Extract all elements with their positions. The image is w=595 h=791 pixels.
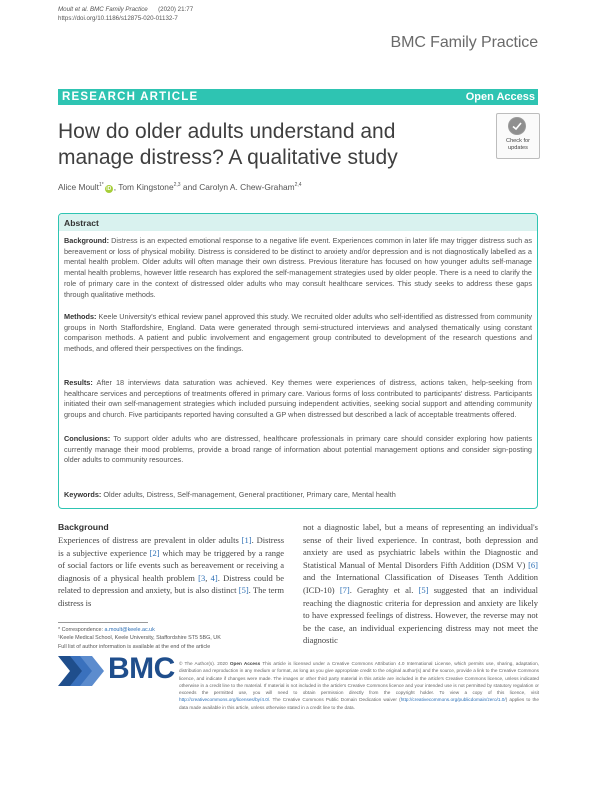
citation-link[interactable]: [3: [198, 572, 206, 583]
body-text: . The term distress is: [58, 585, 284, 608]
abstract-results: [64, 378, 532, 421]
bmc-logo-mark-icon: [58, 654, 104, 688]
license-open-access: Open Access: [229, 661, 261, 666]
abstract-results-text: After 18 interviews data saturation was achieved. Key themes were experiences of distress, actions taken, help-seeking from healthcare services and perceptions of treatments offered in primary care. Various forms of loss contributed to participants' distress. Participants initiated their own self-management strategies which included pursuing independent activities, seeking social support and attending community groups and church. Five participants reported having consulted a GP when distressed but described a lack of acceptable treatments offered.: [64, 378, 533, 420]
section-heading-background: Background: [58, 522, 109, 532]
bmc-logo[interactable]: [58, 652, 175, 690]
abstract-background-text: Distress is an expected emotional response to a negative life event. Experiences common in later life may trigger distress such as bereavement or loss of physical mobility. Distress is considered to be distinct to anxiety and/or depression and is not diagnostically labelled as a mental health problem. Older adults will often manage their own distress. Previous literature has focused on how younger adults self-manage mental health problems, however little research has explored the self-management strategies used by older people. There is a need to clarify the role of primary care in the context of distressed older adults who may consult healthcare services. This study seeks to address these gaps through qualitative methods.: [64, 236, 533, 299]
author-affiliation: 1*: [98, 182, 104, 189]
author-name[interactable]: Tom Kingstone: [118, 182, 174, 192]
open-access-label: Open Access: [465, 91, 535, 103]
header-citation: [58, 6, 193, 13]
citation-link[interactable]: [2]: [149, 547, 160, 558]
citation-link[interactable]: [7]: [339, 584, 350, 595]
abstract-keywords: [64, 490, 532, 501]
affiliation-line: ¹Keele Medical School, Keele University, Staffordshire ST5 5BG, UK: [58, 635, 221, 642]
orcid-icon[interactable]: iD: [106, 186, 112, 192]
abstract-header: [59, 214, 537, 231]
header-citation-authors: Moult et al. BMC Family Practice: [58, 6, 148, 13]
citation-link[interactable]: [5]: [418, 584, 429, 595]
license-statement: [179, 660, 539, 711]
body-text: which may be triggered by a range of social factors or life events such as bereavement or receiving a diagnosis of a physical health problem: [58, 547, 284, 583]
abstract-background: [64, 236, 532, 300]
license-text: ) applies to the data made available in this article, unless otherwise stated in a credit line to the data.: [179, 697, 539, 710]
abstract-conclusions-label: Conclusions:: [64, 434, 111, 443]
check-for-updates-button[interactable]: [496, 113, 540, 159]
check-updates-label: [497, 138, 539, 151]
check-updates-line-1: Check for: [506, 138, 530, 144]
body-text: . Distress is a subjective experience: [58, 535, 285, 558]
citation-link[interactable]: 4]: [210, 572, 218, 583]
body-text: not a diagnostic label, but a means of representing an individual's sense of their lived experience. In contrast, both depression and anxiety are used as psychiatric labels within the Diagnostic and Statistical Manual of Mental Disorders Fifth Addition (DSM V): [303, 522, 538, 570]
abstract-methods-text: Keele University's ethical review panel approved this study. We recruited older adults who self-identified as distressed from community groups in North Staffordshire, England. Data were generated through semi-structured interviews and analysed thematically using constant comparison methods. A patient and public involvement and engagement group contributed to development of the research questions and methods, and offered their perspectives on the findings.: [64, 312, 532, 354]
abstract-methods: [64, 312, 532, 355]
abstract-conclusions-text: To support older adults who are distressed, healthcare professionals in primary care should consider exploring how patients currently manage their mood problems, provide a broad range of information about potential management options and consider sign-posting older adults to community resources.: [64, 434, 532, 465]
journal-name: BMC Family Practice: [390, 34, 538, 51]
author-info-note: Full list of author information is available at the end of the article: [58, 643, 211, 650]
abstract-keywords-label: Keywords:: [64, 490, 102, 499]
citation-link[interactable]: [1]: [241, 535, 252, 545]
body-text: . Geraghty et al.: [349, 584, 419, 595]
citation-link[interactable]: [5]: [238, 585, 249, 596]
license-text: . The Creative Commons Public Domain Dedication waiver (: [269, 697, 401, 703]
abstract-conclusions: [64, 434, 532, 466]
check-updates-icon: [508, 117, 526, 135]
body-text: and the International Classification of Diseases Tenth Addition (ICD-10): [303, 572, 538, 595]
author-name[interactable]: Alice Moult: [58, 182, 99, 192]
license-link[interactable]: http://creativecommons.org/licenses/by/4.0/: [179, 697, 270, 703]
author-list: Alice Moult$^{1*}$iD , Tom Kingstone$^{2,3}$ and Carolyn A. Chew-Graham$^{2,4}$: [58, 182, 302, 192]
abstract-background-label: Background:: [64, 236, 109, 245]
article-type-label: RESEARCH ARTICLE: [62, 91, 199, 103]
abstract-methods-label: Methods:: [64, 312, 97, 321]
abstract-box: [58, 213, 538, 509]
abstract-keywords-text: Older adults, Distress, Self-management, General practitioner, Primary care, Mental health: [103, 490, 396, 499]
check-updates-line-2: updates: [508, 144, 528, 151]
body-text: Experiences of distress are prevalent in older adults: [58, 535, 242, 545]
footnote: [58, 626, 221, 651]
body-column-right: [303, 521, 538, 647]
article-title-line-1: How do older adults understand and: [58, 120, 396, 143]
author-affiliation: 2,4: [294, 182, 302, 189]
body-text: suggested that an individual reaching the diagnostic criteria for depression and anxiety are likely to have expressed feelings of distress. However, the reverse may not be the case, an individual experiencing distress may not meet the diagnostic: [303, 584, 538, 646]
body-text: . Distress could be related to depression and anxiety, but is also distinct: [58, 572, 285, 596]
author-name[interactable]: and Carolyn A. Chew-Graham: [182, 182, 295, 192]
author-affiliation: 2,3: [173, 182, 181, 189]
header-citation-ref: (2020) 21:77: [158, 6, 194, 13]
correspondence-line: [58, 626, 221, 634]
article-title-line-2: manage distress? A qualitative study: [58, 146, 398, 169]
copyright-text: © The Author(s). 2020: [179, 661, 228, 666]
body-column-left: Experiences of distress are prevalent in older adults [1]. Distress is a subjective experience [2] which may be triggered by a range of social factors or life events such as bereavement or receiving a diagnosis of a physical health problem [3, 4]. Distress could be related to depression and anxiety, but is also distinct [5]. The term distress is: [58, 535, 285, 608]
article-title: [58, 119, 478, 171]
license-text: This article is licensed under a Creative Commons Attribution 4.0 International License, which permits use, sharing, adaptation, distribution and reproduction in any medium or format, as long as you give appropriate credit to the original author(s) and the source, provide a link to the Creative Commons licence, and indicate if changes were made. The images or other third party material in this article are included in the article's Creative Commons licence, unless indicated otherwise in a credit line to the material. If material is not included in the article's Creative Commons licence and your intended use is not permitted by statutory regulation or exceeds the permitted use, you will need to obtain permission directly from the copyright holder. To view a copy of this licence, visit: [179, 661, 539, 696]
citation-link[interactable]: [6]: [528, 559, 538, 570]
abstract-results-label: Results:: [64, 378, 93, 387]
footnote-divider: [58, 622, 148, 623]
abstract-title: Abstract: [64, 218, 99, 228]
article-type-banner: [58, 89, 538, 105]
correspondence-email-link[interactable]: a.moult@keele.ac.uk: [104, 627, 155, 633]
correspondence-label: * Correspondence:: [58, 627, 103, 633]
bmc-logo-text: BMC: [108, 652, 175, 685]
public-domain-link[interactable]: http://creativecommons.org/publicdomain/zero/1.0/: [400, 697, 506, 703]
header-doi-link[interactable]: https://doi.org/10.1186/s12875-020-01132-7: [58, 15, 178, 22]
